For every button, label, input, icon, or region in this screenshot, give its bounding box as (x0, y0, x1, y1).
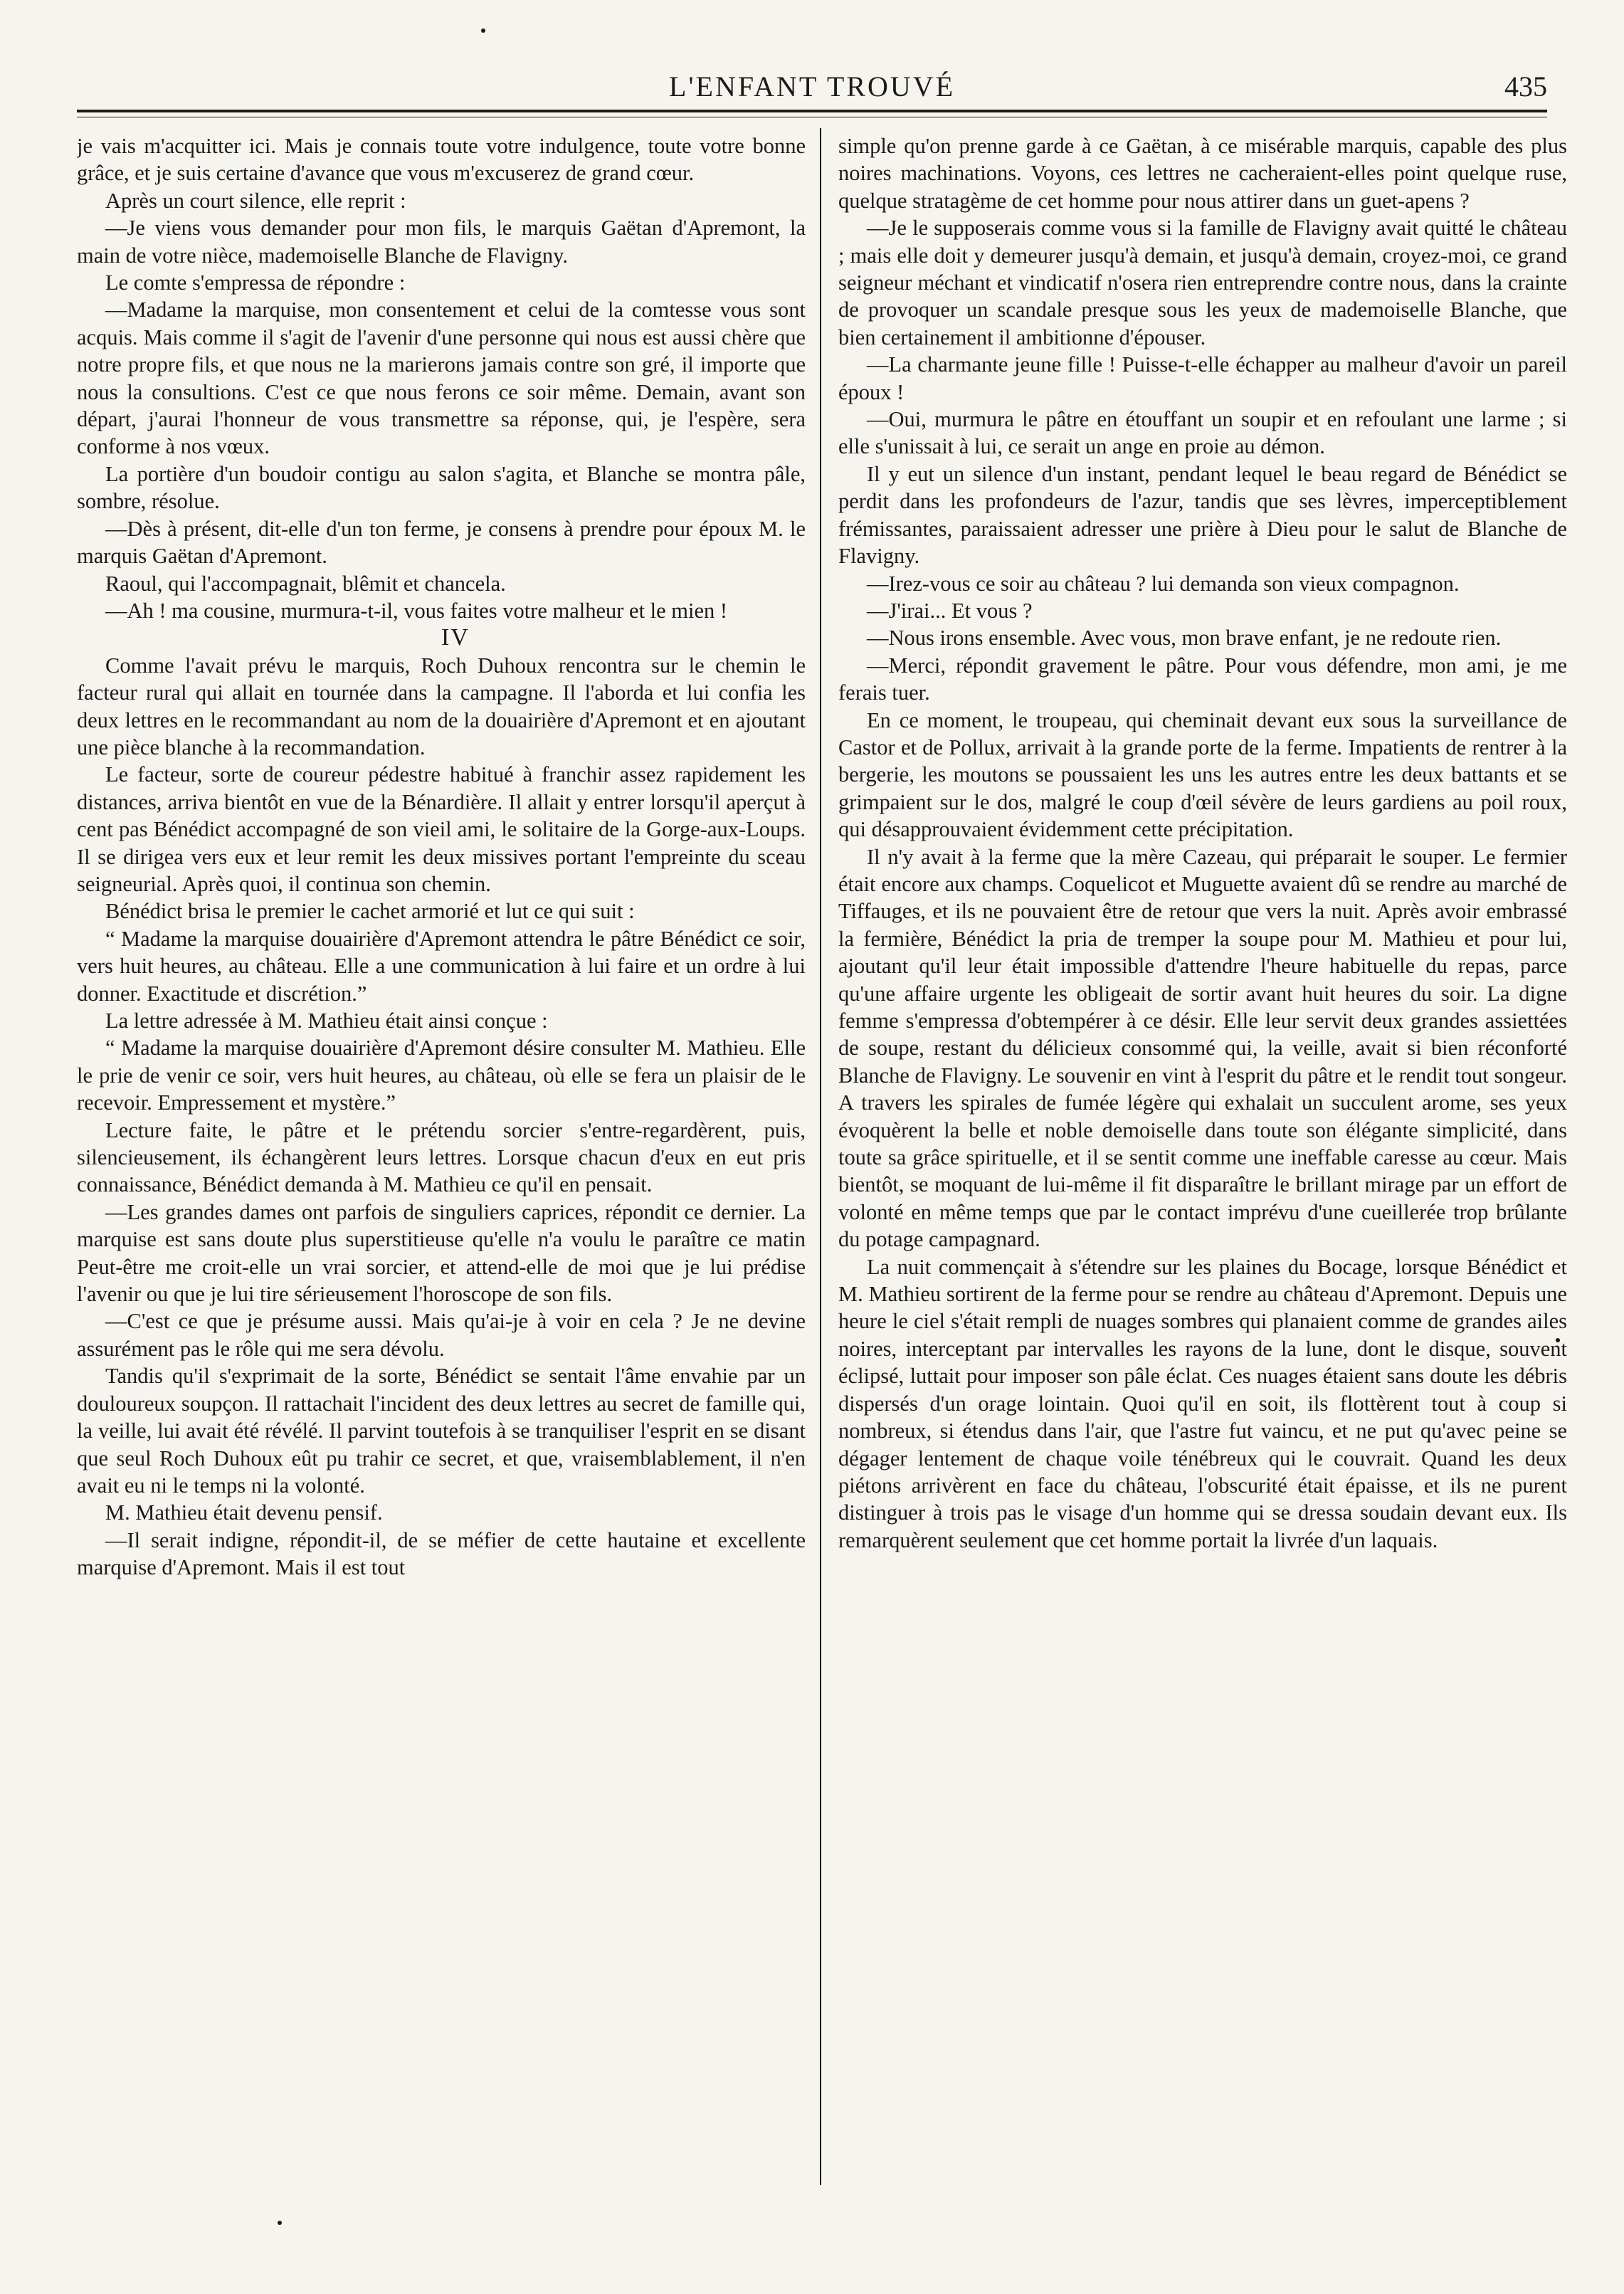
paragraph: —Il serait indigne, répondit-il, de se méfier de cette hautaine et excellente marquise d'Apremont. Mais il est tout (77, 1527, 806, 1580)
running-title: L'ENFANT TROUVÉ (668, 70, 956, 102)
paragraph: —Nous irons ensemble. Avec vous, mon brave enfant, je ne redoute rien. (867, 626, 1502, 651)
paragraph: Le facteur, sorte de coureur pédestre habitué à franchir assez rapidement les distances, arriva bientôt en vue de la Bénardière. Il allait y entrer lorsqu'il aperçut à cent pas Bénédict accompagné de son vieil ami, le solitaire de la Gorge-aux-Loups. Il se dirigea vers eux et leur remit les deux missives portant l'empreinte du sceau seigneurial. Après quoi, il continua son chemin. (77, 762, 806, 896)
paragraph: je vais m'acquitter ici. Mais je connais toute votre indulgence, toute votre bonne grâce, et je suis certaine d'avance que vous m'excuserez de grand cœur. (77, 134, 806, 186)
paragraph: Le comte s'empressa de répondre : (105, 270, 406, 295)
chapter-number: IV (441, 624, 470, 651)
paragraph: —Je le supposerais comme vous si la famille de Flavigny avait quitté le château ; mais elle doit y demeurer jusqu'à demain, et jusqu'à demain, croyez-moi, ce grand seigneur méchant et vindicatif n'osera rien entreprendre contre nous, dans la crainte de provoquer un scandale presque sous les yeux de mademoiselle Blanche, que bien certainement il ambitionne d'épouser. (838, 216, 1567, 349)
paragraph: En ce moment, le troupeau, qui cheminait devant eux sous la surveillance de Castor et de Pollux, arrivait à la grande porte de la ferme. Impatients de rentrer à la bergerie, les moutons se poussaient les uns les autres entre les deux battants et se grimpaient sur le dos, malgré le coup d'œil sévère de leurs gardiens au poil roux, qui désapprouvaient évidemment cette précipitation. (838, 707, 1567, 842)
paragraph: Raoul, qui l'accompagnait, blêmit et chancela. (105, 571, 506, 596)
paragraph: M. Mathieu était devenu pensif. (105, 1500, 383, 1525)
paragraph: —Dès à présent, dit-elle d'un ton ferme, je consens à prendre pour époux M. le marquis Gaëtan d'Apremont. (77, 516, 806, 569)
right-column (838, 132, 1567, 2196)
paragraph: Lecture faite, le pâtre et le prétendu sorcier s'entre-regardèrent, puis, silencieusement, ils échangèrent leurs lettres. Lorsque chacun d'eux en eut pris connaissance, Bénédict demanda à M. Mathieu ce qu'il en pensait. (77, 1117, 806, 1197)
letter-quote: “ Madame la marquise douairière d'Apremont désire consulter M. Mathieu. Elle le prie de venir ce soir, vers huit heures, au château, où elle se fera un plaisir de le recevoir. Empressement et mystère.” (77, 1036, 806, 1115)
paragraph: Il n'y avait à la ferme que la mère Cazeau, qui préparait le souper. Le fermier était encore aux champs. Coquelicot et Muguette avaient dû se rendre au marché de Tiffauges, et ils ne pouvaient être de retour que vers la nuit. Après avoir embrassé la fermière, Bénédict la pria de tremper la soupe pour M. Mathieu et pour lui, ajoutant qu'il leur était impossible d'attendre l'heure habituelle du repas, parce qu'une affaire urgente les obligeait de sortir avant huit heures du soir. La digne femme s'empressa d'obtempérer à ce désir. Elle leur servit deux grandes assiettées de soupe, restant du délicieux consommé qui, la veille, avait si bien réconforté Blanche de Flavigny. Le souvenir en vint à l'esprit du pâtre et le rendit tout songeur. A travers les spirales de fumée légère qui exhalait un succulent arome, ses yeux évoquèrent la belle et noble demoiselle dans toute son élégante simplicité, dans toute sa grâce spirituelle, et il se sentit comme une ineffable caresse au cœur. Mais bientôt, se moquant de lui-même il fit disparaître le brillant mirage par un effort de volonté en même temps que par le contact imprévu d'une cueillerée trop brûlante du potage campagnard. (838, 844, 1567, 1252)
paragraph: Comme l'avait prévu le marquis, Roch Duhoux rencontra sur le chemin le facteur rural qui allait en tournée dans la campagne. Il l'aborda et lui confia les deux lettres en le recommandant au nom de la douairière d'Apremont et en ajoutant une pièce blanche à la recommandation. (77, 653, 806, 759)
paragraph: La lettre adressée à M. Mathieu était ainsi conçue : (105, 1009, 548, 1033)
paragraph: Il y eut un silence d'un instant, pendant lequel le beau regard de Bénédict se perdit dans les profondeurs de l'azur, tandis que ses lèvres, imperceptiblement frémissantes, paraissaient adresser une prière à Dieu pour le salut de Blanche de Flavigny. (838, 461, 1567, 569)
header-rule-thick (77, 110, 1547, 112)
ink-speck (278, 2221, 282, 2225)
paragraph: —Merci, répondit gravement le pâtre. Pour vous défendre, mon ami, je me ferais tuer. (838, 653, 1567, 705)
paragraph: —J'irai... Et vous ? (867, 598, 1033, 623)
paragraph: —Madame la marquise, mon consentement et celui de la comtesse vous sont acquis. Mais comme il s'agit de l'avenir d'une personne qui nous est aussi chère que notre propre fils, et que nous ne la marierons jamais contre son gré, il importe que nous la consultions. C'est ce que nous ferons ce soir même. Demain, avant son départ, j'aurai l'honneur de vous transmettre sa réponse, qui, je l'espère, sera conforme à nos vœux. (77, 298, 806, 459)
running-header (77, 65, 1547, 110)
paragraph: —Irez-vous ce soir au château ? lui demanda son vieux compagnon. (867, 571, 1460, 596)
paragraph: —La charmante jeune fille ! Puisse-t-elle échapper au malheur d'avoir un pareil époux ! (838, 352, 1567, 404)
letter-quote: “ Madame la marquise douairière d'Apremont attendra le pâtre Bénédict ce soir, vers huit heures, au château. Elle a une communication à lui faire et un ordre à lui donner. Exactitude et discrétion.” (77, 926, 806, 1006)
left-column (77, 132, 806, 2196)
paragraph: La nuit commençait à s'étendre sur les plaines du Bocage, lorsque Bénédict et M. Mathieu sortirent de la ferme pour se rendre au château d'Apremont. Depuis une heure le ciel s'était rempli de nuages sombres qui planaient comme de grandes ailes noires, interceptant par intervalles les rayons de la lune, dont le disque, souvent éclipsé, luttait pour imposer son pâle éclat. Ces nuages étaient sans doute les débris dispersés d'un orage lointain. Quoi qu'il en soit, ils flottèrent tout à coup si nombreux, si étendus dans l'air, que l'astre fut vaincu, et ne put qu'avec peine se dégager lentement de chaque voile ténébreux qui le couvrait. Quand les deux piétons arrivèrent en face du château, l'obscurité était épaisse, et ils ne purent distinguer à trois pas le visage d'un homme qui se dressa soudain devant eux. Ils remarquèrent seulement que cet homme portait la livrée d'un laquais. (838, 1254, 1567, 1552)
paragraph: —Je viens vous demander pour mon fils, le marquis Gaëtan d'Apremont, la main de votre nièce, mademoiselle Blanche de Flavigny. (77, 216, 806, 268)
ink-speck (481, 28, 485, 33)
paragraph: —Les grandes dames ont parfois de singuliers caprices, répondit ce dernier. La marquise est sans doute plus superstitieuse qu'elle n'a voulu le paraître ce matin Peut-être me croit-elle un vrai sorcier, et attend-elle de moi que je lui prédise l'avenir ou que je lui tire sérieusement l'horoscope de son fils. (77, 1199, 806, 1307)
paragraph: —Ah ! ma cousine, murmura-t-il, vous faites votre malheur et le mien ! (105, 598, 728, 623)
paragraph: Bénédict brisa le premier le cachet armorié et lut ce qui suit : (105, 899, 635, 924)
paragraph: —Oui, murmura le pâtre en étouffant un soupir et en refoulant une larme ; si elle s'unissait à lui, ce serait un ange en proie au démon. (838, 407, 1567, 459)
paragraph: La portière d'un boudoir contigu au salon s'agita, et Blanche se montra pâle, sombre, résolue. (77, 461, 806, 514)
page-number: 435 (1504, 70, 1547, 102)
paragraph: —C'est ce que je présume aussi. Mais qu'ai-je à voir en cela ? Je ne devine assurément pas le rôle qui me sera dévolu. (77, 1309, 806, 1361)
paragraph: Après un court silence, elle reprit : (105, 188, 406, 213)
paragraph: Tandis qu'il s'exprimait de la sorte, Bénédict se sentait l'âme envahie par un douloureux soupçon. Il rattachait l'incident des deux lettres au secret de famille qui, la veille, lui avait été révélé. Il parvint toutefois à se tranquiliser l'esprit en se disant que seul Roch Duhoux eût pu trahir ce secret, et que, vraisemblablement, il n'en avait eu ni le temps ni la volonté. (77, 1364, 806, 1498)
paragraph: simple qu'on prenne garde à ce Gaëtan, à ce misérable marquis, capable des plus noires machinations. Voyons, ces lettres ne cacheraient-elles point quelque ruse, quelque stratagème de cet homme pour nous attirer dans un guet-apens ? (838, 134, 1567, 213)
column-separator (820, 128, 821, 2185)
